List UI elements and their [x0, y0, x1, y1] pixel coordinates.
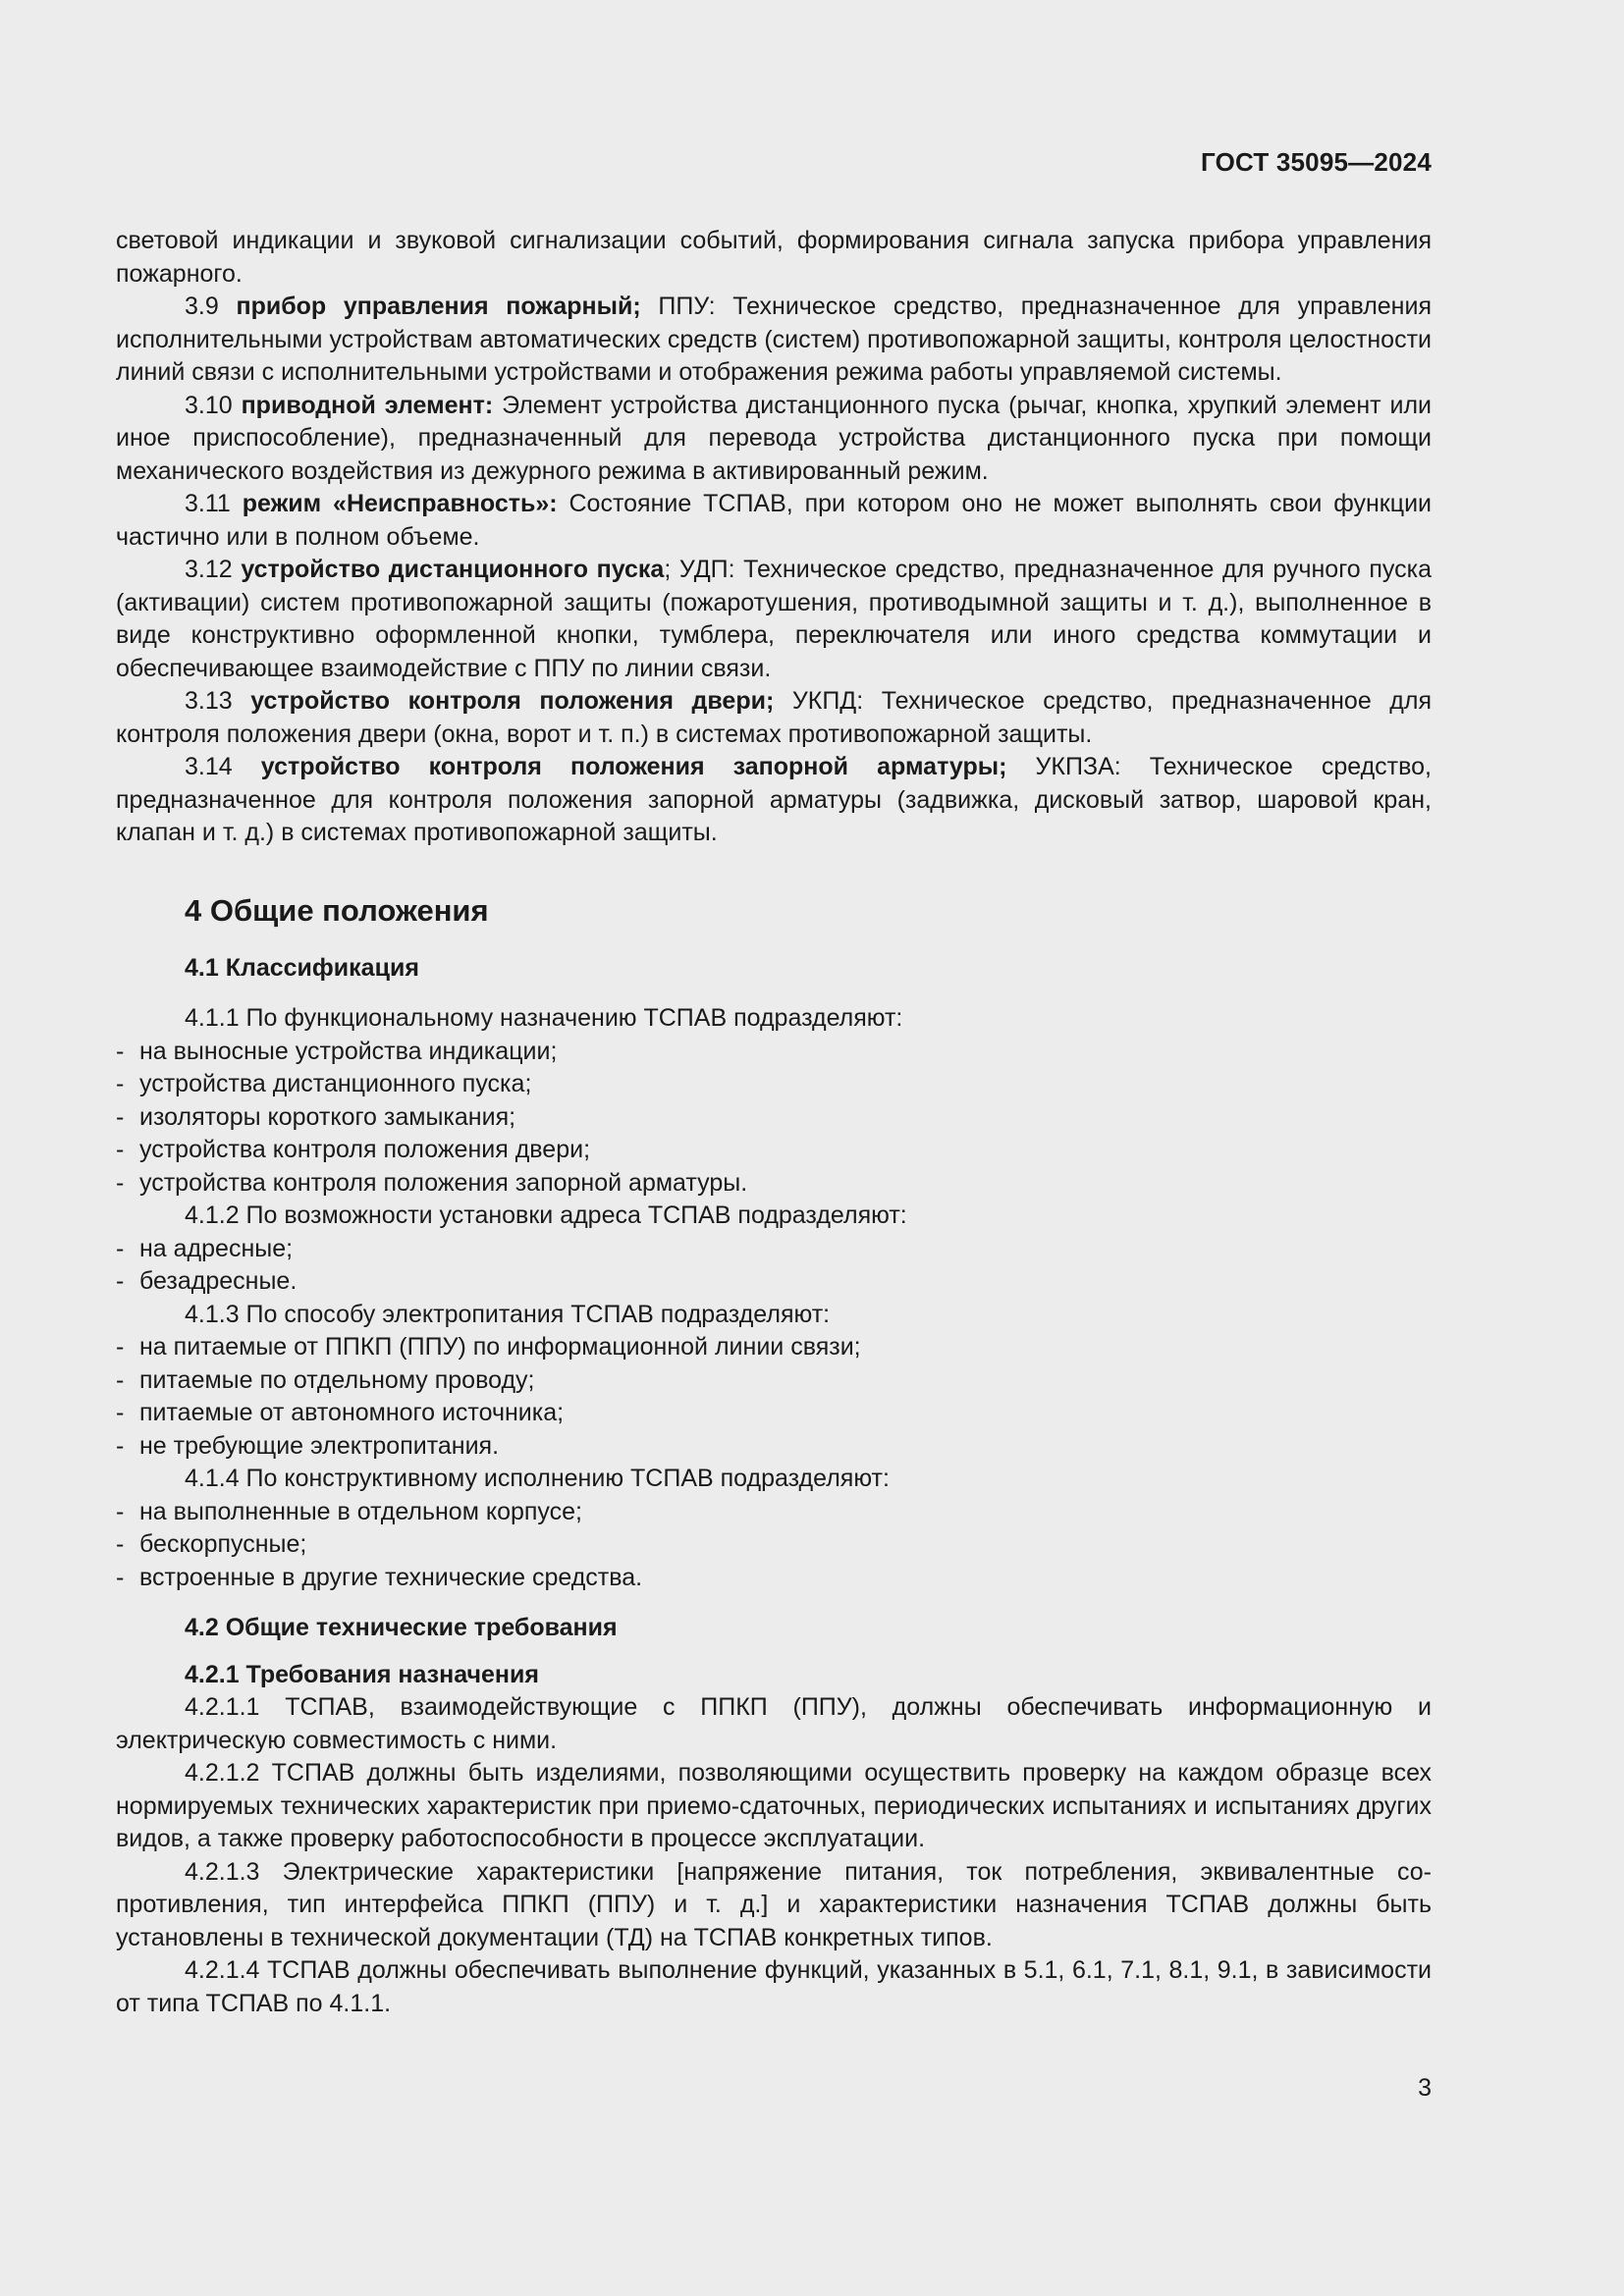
- subsection-title-4-2: 4.2 Общие технические требования: [185, 1614, 618, 1641]
- list-item: - устройства контроля положения запорной арматуры.: [116, 1168, 748, 1197]
- list-item: - на выполненные в отдельном корпусе;: [116, 1497, 582, 1525]
- page-number: 3: [1418, 2074, 1432, 2102]
- clause-4-1-4-lead: 4.1.4 По конструктивному исполнению ТСПАВ подразделяют:: [185, 1465, 890, 1492]
- continuation-paragraph: световой индикации и звуковой сигнализации событий, формирования сигнала запуска прибора управления пожарного.: [116, 227, 1432, 288]
- clause-4-1-3-lead: 4.1.3 По способу электропитания ТСПАВ подразделяют:: [185, 1300, 831, 1328]
- clause-4-2-1-4: 4.2.1.4 ТСПАВ должны обеспечивать выполнение функций, указанных в 5.1, 6.1, 7.1, 8.1, 9.1, в зависимости от типа ТСПАВ по 4.1.1.: [116, 1956, 1432, 2017]
- list-item: - устройства контроля положения двери;: [116, 1136, 591, 1163]
- list-item: - изоляторы короткого замыкания;: [116, 1102, 516, 1131]
- subsection-title-4-2-1: 4.2.1 Требования назначения: [185, 1660, 539, 1688]
- clause-4-1-2-lead: 4.1.2 По возможности установки адреса ТСПАВ подразделяют:: [185, 1201, 907, 1229]
- subsection-title-4-1: 4.1 Классификация: [185, 953, 419, 982]
- clause-4-2-1-1: 4.2.1.1 ТСПАВ, взаимодействующие с ППКП (ППУ), должны обеспечивать информационную и электрическую совместимость с ними.: [116, 1693, 1432, 1754]
- list-item: - на адресные;: [116, 1234, 294, 1262]
- definition-3-14: 3.14 устройство контроля положения запорной арматуры; УКПЗА: Техническое средство, предназначенное для контроля положения запорной арматуры (задвижка, дисковый затвор, шаровой кран, клапан и т. д.) в системах противопожарной защиты.: [116, 753, 1432, 846]
- document-header: ГОСТ 35095—2024: [1201, 147, 1432, 177]
- definition-3-11: 3.11 режим «Неисправность»: Состояние ТСПАВ, при котором оно не может выполнять свои функции частично или в полном объеме.: [116, 490, 1432, 551]
- list-item: - питаемые от автономного источника;: [116, 1399, 565, 1426]
- list-item: - на питаемые от ППКП (ППУ) по информационной линии связи;: [116, 1333, 861, 1361]
- definition-3-12: 3.12 устройство дистанционного пуска; УДП: Техническое средство, предназначенное для ручного пуска (активации) систем противопожарной защиты (пожаротушения, противодымной защиты и т. д.), выполненное в виде конструктивно оформленной кнопки, тумблера, переключателя или иного средства коммутации и обеспечивающее взаимодействие с ППУ по линии связи.: [116, 556, 1432, 682]
- definition-3-9: 3.9 прибор управления пожарный; ППУ: Техническое средство, предназначенное для управления исполнительными устройствам автоматических средств (систем) противопожарной защиты, контроля целостности линий связи с исполнительными устройствами и отображения режима работы управляемой системы.: [116, 293, 1432, 386]
- list-item: - на выносные устройства индикации;: [116, 1037, 558, 1065]
- list-item: - устройства дистанционного пуска;: [116, 1070, 532, 1097]
- document-body: [116, 225, 1432, 2020]
- list-item: - встроенные в другие технические средства.: [116, 1563, 643, 1591]
- list-item: - питаемые по отдельному проводу;: [116, 1365, 535, 1394]
- clause-4-2-1-2: 4.2.1.2 ТСПАВ должны быть изделиями, позволяющими осуществить проверку на каждом образце всех нормируемых технических характеристик при приемо-сдаточных, периодических испытаниях и испытаниях других видов, а также проверку работоспособности в процессе эксплуатации.: [116, 1759, 1432, 1852]
- clause-4-1-1-lead: 4.1.1 По функциональному назначению ТСПАВ подразделяют:: [185, 1004, 903, 1032]
- section-title: 4 Общие положения: [185, 892, 489, 928]
- definition-3-10: 3.10 приводной элемент: Элемент устройства дистанционного пуска (рычаг, кнопка, хрупкий элемент или иное приспособление), предназначенный для перевода устройства дистанционного пуска при помощи механического воздействия из дежурного режима в активированный режим.: [116, 391, 1433, 485]
- list-item: - бескорпусные;: [116, 1530, 307, 1558]
- list-item: - безадресные.: [116, 1267, 298, 1295]
- clause-4-2-1-3: 4.2.1.3 Электрические характеристики [напряжение питания, ток потребления, эквивалентные сопротивления, тип интерфейса ППКП (ППУ) и т. д.] и характеристики назначения ТСПАВ должны быть установлены в технической документации (ТД) на ТСПАВ конкретных типов.: [116, 1857, 1432, 1951]
- definition-3-13: 3.13 устройство контроля положения двери; УКПД: Техническое средство, предназначенное для контроля положения двери (окна, ворот и т. п.) в системах противопожарной защиты.: [116, 687, 1433, 748]
- list-item: - не требующие электропитания.: [116, 1431, 500, 1460]
